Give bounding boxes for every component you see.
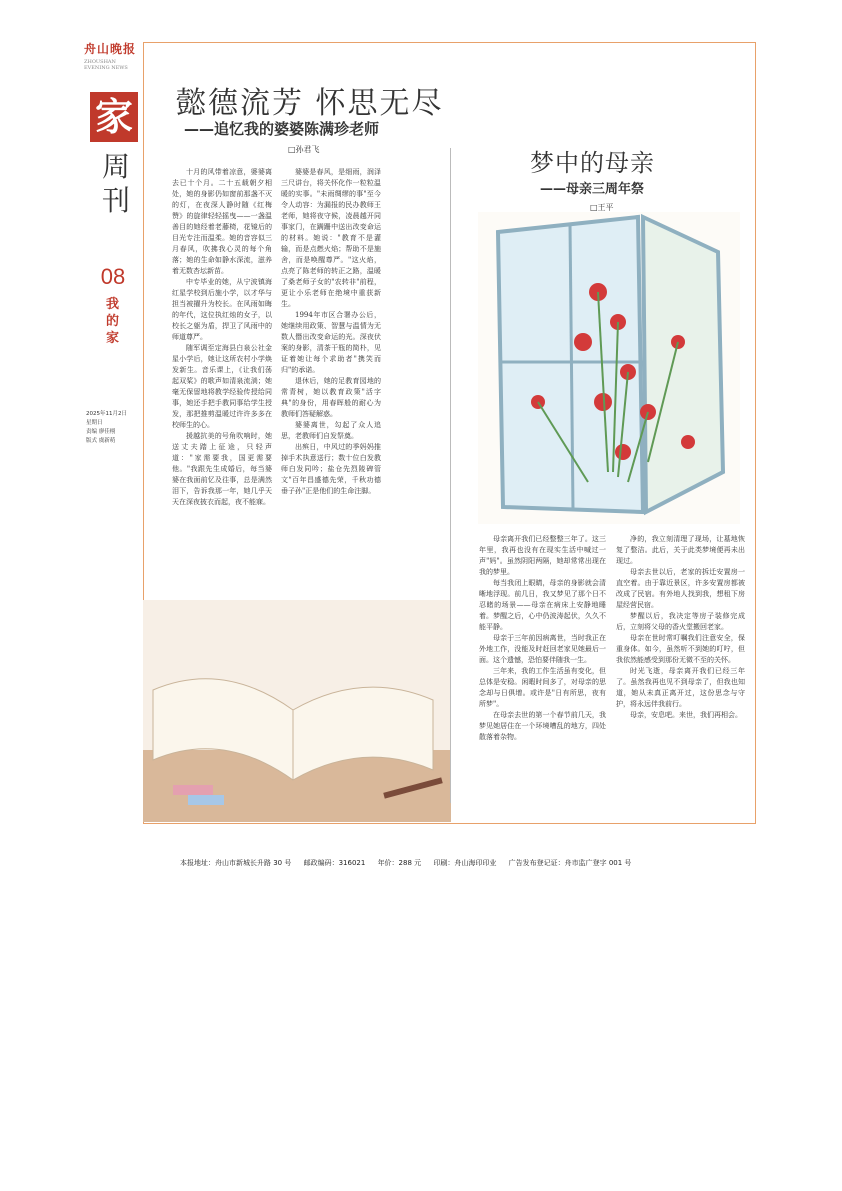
- paragraph: 援越抗美的号角吹响时，她送丈夫踏上征途，只轻声道："家需要我，国更需要他。"我跟先生成婚后，每当婆婆在我面前忆及往事，总是满然泪下，告诉我那一年，她几乎天天在深夜披衣而起，夜不能寐。: [172, 432, 272, 506]
- paragraph: 母亲于三年前因病离世，当时我正在外地工作，没能及时赶回老家见她最后一面。这个遗憾，恐怕要伴随我一生。: [479, 634, 606, 664]
- paragraph: 退休后，她的足教育园地的常青树，她以教育政策"活字典"的身份，用春晖般的耐心为教师们答疑解惑。: [281, 377, 381, 418]
- paragraph: 随军调至定海县白泉公社金星小学后，她让这所农村小学焕发新生。音乐课上，《让我们荡起双桨》的歌声如清泉流淌；她毫无保留地将教学经验传授给同事，她还手把手教同事给学生授发，那把推剪温暖过许许多多在校师生的心。: [172, 344, 272, 429]
- article2-column-2: [616, 534, 745, 799]
- footer-license: 广告发布登记证：舟市监广登字 001 号: [508, 859, 632, 867]
- footer-printer: 印刷：舟山海印印业: [433, 859, 497, 867]
- section-zhoukan: 周刊: [101, 150, 130, 217]
- flower-window-painting: [478, 212, 740, 524]
- paragraph: 中专毕业的她，从宁波镇海红星学校到后施小学，以才华与担当被擢升为校长。在风雨如晦的年代，这位执红烛的女子，以校长之躯为盾，捍卫了风雨中的师道尊严。: [172, 278, 272, 341]
- newspaper-logo: 舟山晚报: [84, 42, 137, 56]
- article2-title: 梦中的母亲: [530, 149, 655, 177]
- paragraph: 母亲离开我们已经整整三年了。这三年里，我再也没有在现实生活中喊过一声"妈"。虽然阴阳两隔，她却常常出现在我的梦里。: [479, 535, 606, 576]
- editor-credit: 责编 廖佳栩: [86, 429, 116, 435]
- layout-credit: 版式 虞新萌: [86, 438, 116, 444]
- paragraph: 婆婆离世，勾起了众人追思，老教师们自发祭奠。: [281, 421, 381, 440]
- paragraph: 母亲，安息吧。来世，我们再相会。: [630, 711, 742, 719]
- masthead: [84, 40, 136, 71]
- column-name: 我的家: [106, 297, 120, 346]
- paragraph: 十月的风带着凉意，婆婆离去已十个月。二十五载朝夕相处，她的身影仍如窗前那盏不灭的灯，在夜深人静时随《红梅赞》的旋律轻轻摇曳——一盏温善目的她经着老藤椅，花镜后的目光专注而温柔。她的音容似三月春风，吹拂我心灵的每个角落；她的生命如静水深流，滋养着无数杏坛新苗。: [172, 168, 272, 275]
- paragraph: 1994年市区合署办公后，她继续用政策、智慧与温情为无数人僭出改变命运的光。深夜伏案的身影，清茶干瓶的简朴，见证着她让每个求助者"携笑而归"的承诺。: [281, 311, 381, 374]
- article2-subtitle: ——母亲三周年祭: [540, 182, 645, 197]
- paragraph: 每当我闭上眼睛，母亲的身影就会清晰地浮现。前几日，我又梦见了那个日不忍睹的场景——母亲在病床上安静地睡着。梦醒之后，心中仍波涛起伏，久久不能平静。: [479, 579, 606, 631]
- paragraph: 在母亲去世的第一个春节前几天，我梦见她居住在一个环境嘈乱的地方，四处散落着杂物。: [479, 711, 606, 741]
- paragraph: 时光飞逝，母亲离开我们已经三年了。虽然我再也见不到母亲了，但我也知道，她从未真正离开过，这份思念与守护，将永远伴我前行。: [616, 667, 745, 708]
- page-number: 08: [100, 264, 126, 289]
- paragraph: 母亲去世以后，老家的拆迁安置房一直空着。由于靠近景区，许多安置房都被改成了民宿。有外地人找到我，想租下房屋经营民宿。: [616, 568, 745, 609]
- article1-subtitle: ——追忆我的婆婆陈满珍老师: [184, 120, 380, 138]
- paragraph: 婆婆是春风，是细雨，润泽三尺讲台，将关怀化作一粒粒温暖的实事。"未雨绸缪的事"至今令人动容：为漏报的民办教师王老师，她将夜守候，凌晨越开同事家门，在蹒跚中送出改变命运的材料。她说："教育不是灌输，而是点燃火焰；帮助不是施舍，而是唤醒尊严。"这火焰，点亮了陈老师的转正之路，温暖了桑老师子女的"农转非"前程，更让小乐老师在绝境中重获新生。: [281, 168, 381, 308]
- book-illustration: [143, 600, 451, 822]
- paragraph: 出殡日，中风过的季妈妈推掉手术执意送行；数十位白发教师白发同吟；盐仓先烈陵碑管文"百年昌盛德先荣，千秋功德垂子孙"正是他们的生命注脚。: [281, 443, 381, 495]
- article2-column-1: [479, 534, 606, 799]
- article2-author: □王平: [590, 203, 614, 212]
- edition-meta: [86, 410, 142, 446]
- footer-address: 本报地址：舟山市新城长升路 30 号: [180, 859, 292, 867]
- newspaper-english-name: ZHOUSHAN EVENING NEWS: [84, 59, 128, 71]
- article1-column-1: [172, 167, 272, 567]
- paragraph: 三年来，我的工作生活虽有变化，但总体是安稳。闲暇时间多了，对母亲的思念却与日俱增。或许是"日有所思，夜有所梦"。: [479, 667, 606, 708]
- column-divider: [450, 148, 451, 803]
- footer-price: 年价：288 元: [377, 859, 422, 867]
- article1-title: 懿德流芳 怀思无尽: [176, 86, 444, 121]
- paragraph: 净的，我立刻清理了现场，让墓地恢复了整洁。此后，关于此类梦境便再未出现过。: [616, 535, 745, 565]
- article1-author: □孙君飞: [288, 145, 320, 154]
- edition-weekday: 星期日: [86, 420, 103, 426]
- footer-info: [180, 858, 740, 868]
- paragraph: 梦醒以后，我决定等房子装修完成后，立刻将父母的香火堂搬回老家。: [616, 612, 745, 631]
- section-jia: 家: [90, 92, 138, 142]
- edition-date: 2025年11月2日: [86, 411, 127, 417]
- article1-column-2: [281, 167, 381, 547]
- footer-postcode: 邮政编码：316021: [303, 859, 366, 867]
- paragraph: 母亲在世时常叮嘱我们注意安全，保重身体。如今，虽然听不到她的叮咛，但我依然能感受到那份无微不至的关怀。: [616, 634, 745, 664]
